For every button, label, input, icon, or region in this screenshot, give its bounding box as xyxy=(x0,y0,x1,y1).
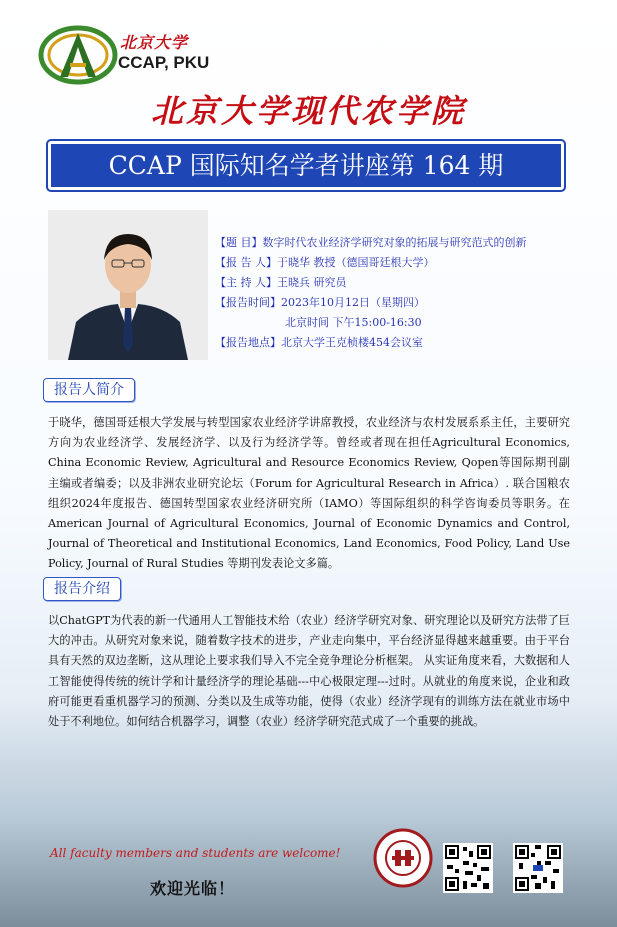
speaker-bio-text: 于晓华，德国哥廷根大学发展与转型国家农业经济学讲席教授，农业经济与农村发展系系主任，主要研究方向为农业经济学、发展经济学、以及行为经济学等。曾经或者现在担任Agricultural Economics, China Economic Review, Agricultural and Resource Economics Review, Qopen等国际期刊副主编或者编委；以及非洲农业研究论坛（Forum for Agricultural Research in Africa）. 联合国粮农组织2024年度报告、德国转型国家农业经济研究所（IAMO）等国际组织的科学咨询委员等职务。在 American Journal of Agricultural Economics, Journal of Economic Dynamics and Control, Journal of Theoretical and Institutional Economics, Land Economics, Food Policy, Land Use Policy, Journal of Rural Studies 等期刊发表论文多篇。 xyxy=(48,416,570,571)
lecture-banner xyxy=(48,141,564,190)
lecture-banner-text: CCAP 国际知名学者讲座第 164 期 xyxy=(108,151,504,180)
welcome-chinese: 欢迎光临！ xyxy=(150,879,236,898)
lecture-info xyxy=(215,233,527,353)
peking-university-seal xyxy=(373,828,433,888)
pku-logo-text: 北京大学 xyxy=(120,33,189,52)
ccap-pku-text: CCAP, PKU xyxy=(118,53,210,72)
talk-intro-text: 以ChatGPT为代表的新一代通用人工智能技术给（农业）经济学研究对象、研究理论以及研究方法带了巨大的冲击。从研究对象来说，随着数字技术的进步，产业走向集中，平台经济显得越来越重要。由于平台具有天然的双边垄断，这从理论上要求我们导入不完全竞争理论分析框架。 从实证角度来看，大数据和人工智能使得传统的统计学和计量经济学的理论基础---中心极限定理---过时。从就业的角度来说，企业和政府可能更看重机器学习的预测、分类以及生成等功能，使得（农业）经济学现有的训练方法在就业市场中处于不利地位。如何结合机器学习，调整（农业）经济学研究范式成了一个重要的挑战。 xyxy=(48,614,570,729)
info-row-location: 【报告地点】北京大学王克桢楼454会议室 xyxy=(215,336,423,349)
college-title: 北京大学现代农学院 xyxy=(150,92,466,130)
talk-intro-heading: 报告介绍 xyxy=(43,577,121,601)
speaker-bio-heading: 报告人简介 xyxy=(43,378,135,402)
qr-code-left xyxy=(443,843,493,893)
info-row-host: 【主 持 人】王晓兵 研究员 xyxy=(215,276,347,289)
info-row-title: 【题 目】数字时代农业经济学研究对象的拓展与研究范式的创新 xyxy=(215,236,527,249)
qr-code-right xyxy=(513,843,563,893)
info-row-time-detail: 北京时间 下午15:00-16:30 xyxy=(285,316,422,329)
info-row-time: 【报告时间】2023年10月12日（星期四） xyxy=(215,296,425,309)
speaker-photo xyxy=(48,210,208,360)
info-row-speaker: 【报 告 人】于晓华 教授（德国哥廷根大学） xyxy=(215,256,435,269)
ccap-logo xyxy=(38,25,118,85)
welcome-english: All faculty members and students are welcome! xyxy=(50,846,341,860)
